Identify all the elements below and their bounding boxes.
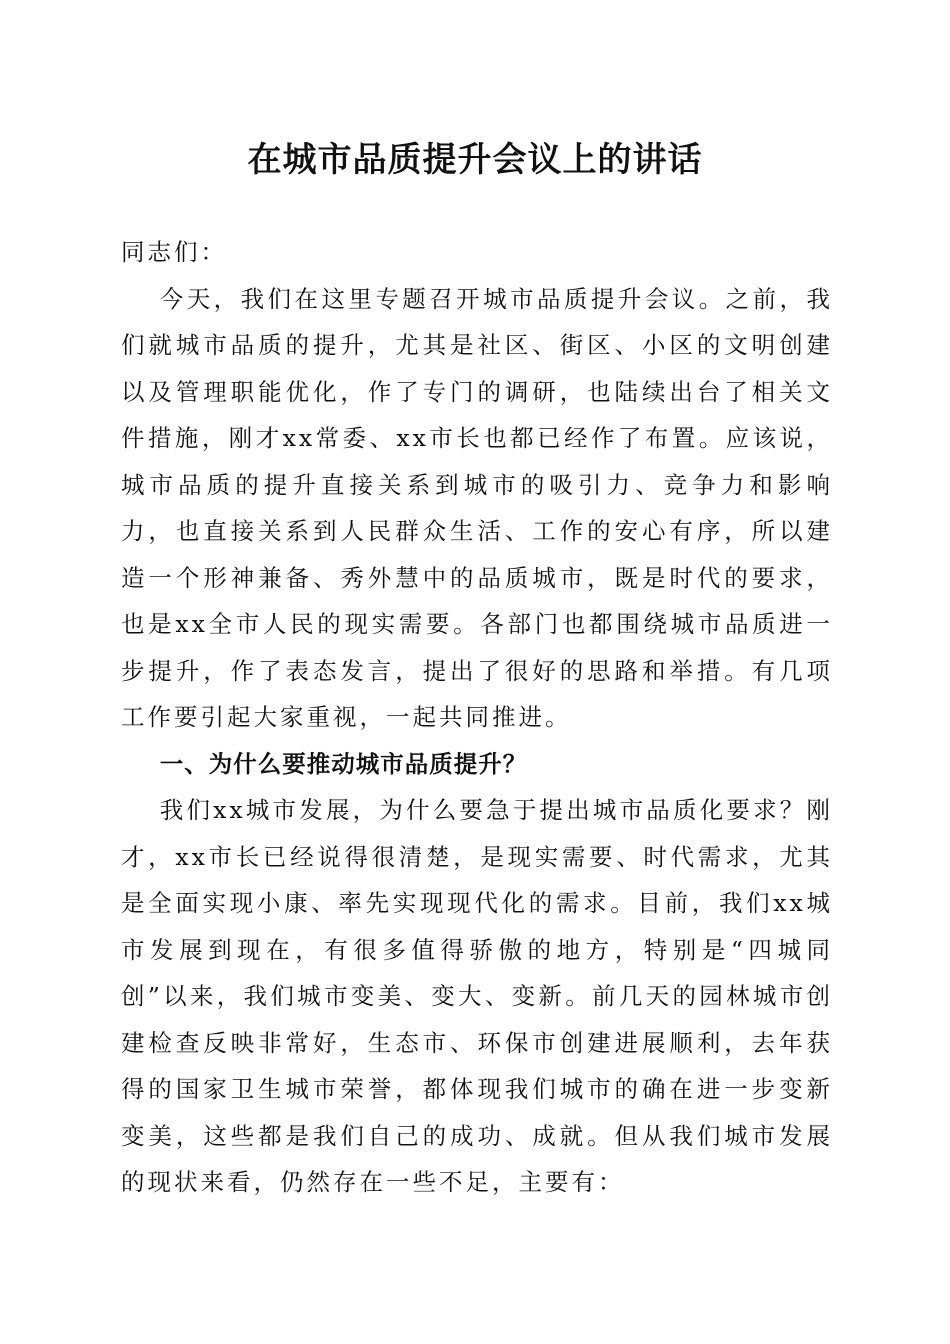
document-title: 在城市品质提升会议上的讲话: [247, 140, 703, 180]
section-paragraph: 我们xx城市发展，为什么要急于提出城市品质化要求？刚才，xx市长已经说得很清楚，是现实需要、时代需求，尤其是全面实现小康、率先实现现代化的需求。目前，我们xx城市发展到现在，有很多值得骄傲的地方，特别是“四城同创”以来，我们城市变美、变大、变新。前几天的园林城市创建检查反映非常好，生态市、环保市创建进展顺利，去年获得的国家卫生城市荣誉，都体现我们城市的确在进一步变新变美，这些都是我们自己的成功、成就。但从我们城市发展的现状来看，仍然存在一些不足，主要有：: [121, 796, 833, 1196]
document-body: [121, 229, 833, 1206]
salutation: 同志们：: [121, 238, 227, 266]
section-heading: 一、为什么要推动城市品质提升？: [159, 749, 528, 778]
intro-paragraph: 今天，我们在这里专题召开城市品质提升会议。之前，我们就城市品质的提升，尤其是社区、街区、小区的文明创建以及管理职能优化，作了专门的调研，也陆续出台了相关文件措施，刚才xx常委、xx市长也都已经作了布置。应该说，城市品质的提升直接关系到城市的吸引力、竞争力和影响力，也直接关系到人民群众生活、工作的安心有序，所以建造一个形神兼备、秀外慧中的品质城市，既是时代的要求，也是xx全市人民的现实需要。各部门也都围绕城市品质进一步提升，作了表态发言，提出了很好的思路和举措。有几项工作要引起大家重视，一起共同推进。: [121, 284, 833, 731]
